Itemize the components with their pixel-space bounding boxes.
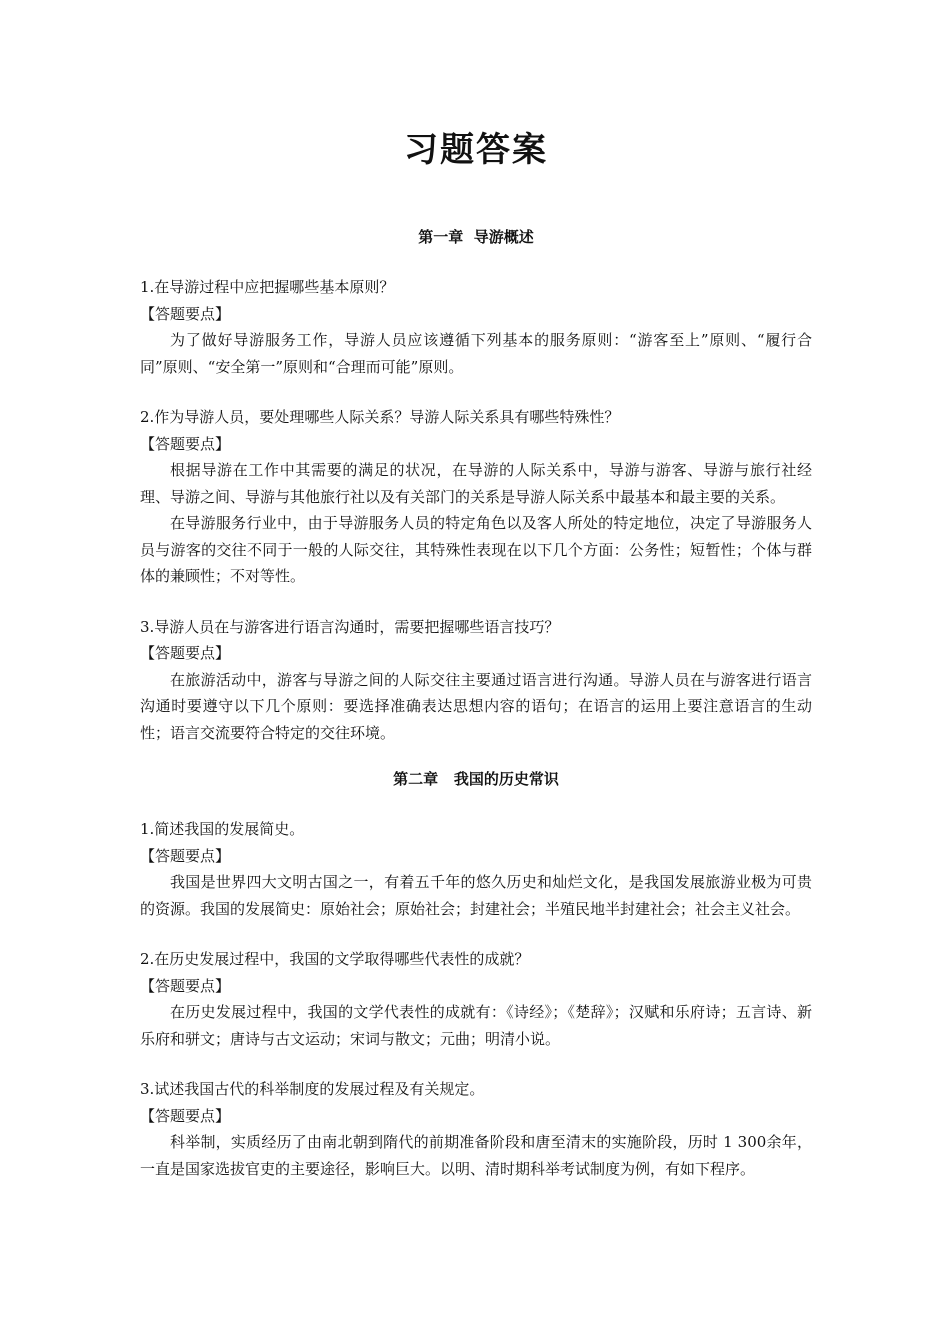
question-text: 1.简述我国的发展简史。 xyxy=(140,820,305,838)
answer-paragraph: 为了做好导游服务工作，导游人员应该遵循下列基本的服务原则：“游客至上”原则、“履行合同”原则、“安全第一”原则和“合理而可能”原则。 xyxy=(140,331,812,376)
chapter-1 xyxy=(140,226,812,746)
answer-label: 【答题要点】 xyxy=(140,846,231,865)
question-block xyxy=(140,404,812,590)
question-block xyxy=(140,946,812,1052)
document-title: 习题答案 xyxy=(404,130,548,170)
question-text: 2.作为导游人员，要处理哪些人际关系？导游人际关系具有哪些特殊性？ xyxy=(140,408,620,426)
question-block xyxy=(140,1076,812,1182)
answer-paragraph: 根据导游在工作中其需要的满足的状况，在导游的人际关系中，导游与游客、导游与旅行社经理、导游之间、导游与其他旅行社以及有关部门的关系是导游人际关系中最基本和最主要的关系。 xyxy=(140,461,812,506)
answer-paragraph: 在旅游活动中，游客与导游之间的人际交往主要通过语言进行沟通。导游人员在与游客进行语言沟通时要遵守以下几个原则：要选择准确表达思想内容的语句；在语言的运用上要注意语言的生动性；语言交流要符合特定的交往环境。 xyxy=(140,670,812,742)
answer-label: 【答题要点】 xyxy=(140,976,231,995)
answer-label: 【答题要点】 xyxy=(140,644,231,662)
question-text: 1.在导游过程中应把握哪些基本原则？ xyxy=(140,278,395,296)
question-block xyxy=(140,614,812,747)
answer-label: 【答题要点】 xyxy=(140,434,231,453)
chapter-title: 第一章 导游概述 xyxy=(418,228,534,246)
chapter-title: 第二章 我国的历史常识 xyxy=(393,770,559,788)
chapter-2 xyxy=(140,768,812,1182)
answer-label: 【答题要点】 xyxy=(140,1106,231,1125)
answer-label: 【答题要点】 xyxy=(140,304,231,323)
question-text: 3.导游人员在与游客进行语言沟通时，需要把握哪些语言技巧？ xyxy=(140,617,560,636)
question-text: 3.试述我国古代的科举制度的发展过程及有关规定。 xyxy=(140,1080,485,1098)
answer-paragraph: 科举制，实质经历了由南北朝到隋代的前期准备阶段和唐至清末的实施阶段，历时 1 300余年，一直是国家选拔官吏的主要途径，影响巨大。以明、清时期科举考试制度为例，有如下程序。 xyxy=(140,1133,812,1178)
question-block xyxy=(140,274,812,380)
question-block xyxy=(140,816,812,922)
answer-paragraph: 在导游服务行业中，由于导游服务人员的特定角色以及客人所处的特定地位，决定了导游服务人员与游客的交往不同于一般的人际交往，其特殊性表现在以下几个方面：公务性；短暂性；个体与群体的兼顾性；不对等性。 xyxy=(140,514,812,585)
answer-paragraph: 在历史发展过程中，我国的文学代表性的成就有：《诗经》；《楚辞》；汉赋和乐府诗；五言诗、新乐府和骈文；唐诗与古文运动；宋词与散文；元曲；明清小说。 xyxy=(140,1003,812,1048)
question-text: 2.在历史发展过程中，我国的文学取得哪些代表性的成就？ xyxy=(140,950,530,968)
answer-paragraph: 我国是世界四大文明古国之一，有着五千年的悠久历史和灿烂文化，是我国发展旅游业极为可贵的资源。我国的发展简史：原始社会；原始社会；封建社会；半殖民地半封建社会；社会主义社会。 xyxy=(140,873,812,918)
document-page xyxy=(140,0,812,1182)
